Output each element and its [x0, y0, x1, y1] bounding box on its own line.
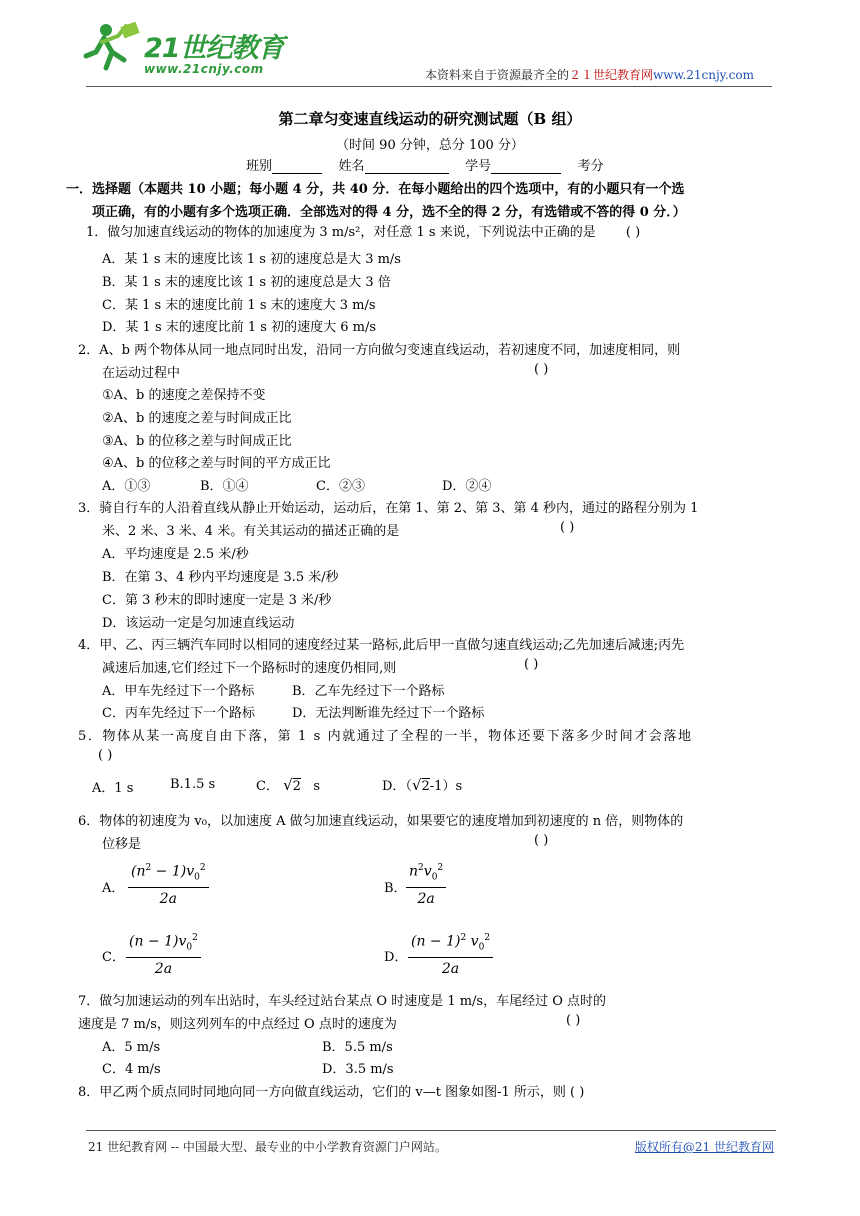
- page-title: 第二章匀变速直线运动的研究测试题（B 组）: [278, 110, 582, 128]
- q6-option-c-numerator: $(n - 1)v_0^2$: [126, 928, 201, 958]
- q6-option-a-formula: [128, 858, 209, 910]
- q6-option-c-label: C．: [102, 950, 125, 965]
- q5-option-d-radicand: 2: [421, 779, 430, 794]
- q6-option-d-numerator: $(n - 1)^2$ $v_0^2$: [408, 928, 493, 958]
- footer-copyright-link[interactable]: 版权所有@21 世纪教育网: [634, 1140, 774, 1154]
- section-line-1: 一．选择题（本题共 10 小题；每小题 4 分，共 40 分．在每小题给出的四个选项中，有的小题只有一个选: [66, 182, 685, 197]
- q4-option-b: B．乙车先经过下一个路标: [292, 684, 445, 699]
- q3-stem-line-1: 3．骑自行车的人沿着直线从静止开始运动，运动后，在第 1、第 2、第 3、第 4 秒内，通过的路程分别为 1: [78, 501, 699, 516]
- q2-option-b: B．①④: [200, 479, 249, 494]
- q7-option-c: C．4 m/s: [102, 1062, 161, 1077]
- q5-option-c-label: C．: [256, 779, 279, 794]
- q6-option-c-denominator: 2a: [154, 961, 173, 978]
- class-blank[interactable]: [272, 159, 322, 174]
- question-1: [86, 222, 640, 244]
- student-info-fields: [246, 155, 604, 174]
- q4-answer-paren[interactable]: ( ): [524, 657, 539, 672]
- class-label: 班别: [246, 159, 273, 174]
- q1-option-c: C．某 1 s 末的速度比前 1 s 末的速度大 3 m/s: [102, 298, 376, 313]
- q7-stem-line-1: 7．做匀加速运动的列车出站时，车头经过站台某点 O 时速度是 1 m/s，车尾经过 O 点时的: [78, 994, 607, 1009]
- q3-stem-line-2: 米、2 米、3 米、4 米。有关其运动的描述正确的是: [102, 524, 400, 539]
- name-blank[interactable]: [365, 159, 449, 174]
- score-label: 考分: [577, 159, 604, 174]
- header-note: [425, 66, 754, 83]
- q2-statement-2: ②A、b 的速度之差与时间成正比: [102, 411, 292, 426]
- q3-option-c: C．第 3 秒末的即时速度一定是 3 米/秒: [102, 593, 332, 608]
- section-heading: [66, 178, 786, 224]
- q6-option-b-label: B．: [384, 881, 407, 896]
- q1-option-a: A．某 1 s 末的速度比该 1 s 初的速度总是大 3 m/s: [102, 252, 401, 267]
- q6-option-a-denominator: 2a: [159, 891, 177, 908]
- logo-url-text: www.21cnjy.com: [144, 62, 264, 76]
- q5-option-a: A．1 s: [92, 781, 134, 796]
- q3-option-d: D．该运动一定是匀加速直线运动: [102, 616, 295, 631]
- site-logo[interactable]: [82, 22, 292, 82]
- q1-option-b: B．某 1 s 末的速度比该 1 s 初的速度总是大 3 倍: [102, 275, 391, 290]
- q5-answer-paren[interactable]: ( ): [98, 748, 113, 763]
- sqrt-icon: √: [283, 776, 293, 794]
- q4-option-c: C．丙车先经过下一个路标: [102, 706, 255, 721]
- q2-statement-4: ④A、b 的位移之差与时间的平方成正比: [102, 456, 331, 471]
- q1-answer-paren[interactable]: ( ): [625, 225, 641, 240]
- page-subtitle: （时间 90 分钟，总分 100 分）: [336, 138, 524, 153]
- q3-option-b: B．在第 3、4 秒内平均速度是 3.5 米/秒: [102, 570, 339, 585]
- q1-stem: 1．做匀加速直线运动的物体的加速度为 3 m/s²，对任意 1 s 来说，下列说法中正确的是: [86, 225, 596, 240]
- q5-option-c-unit: s: [313, 779, 321, 794]
- q6-stem-line-1: 6．物体的初速度为 v₀，以加速度 A 做匀加速直线运动，如果要它的速度增加到初速度的 n 倍，则物体的: [78, 814, 684, 829]
- q6-option-a-numerator: $(n^2 - 1)v_0^2$: [128, 858, 209, 888]
- q5-option-b: B.1.5 s: [170, 777, 216, 792]
- q2-answer-paren[interactable]: ( ): [534, 362, 549, 377]
- q3-option-a: A．平均速度是 2.5 米/秒: [102, 547, 249, 562]
- q5-option-c-radicand: 2: [292, 779, 301, 794]
- q6-option-b-denominator: 2a: [417, 891, 435, 908]
- logo-brand-text: 21世纪教育: [144, 33, 284, 64]
- q6-option-c-formula: [126, 928, 201, 980]
- footer-text: 21 世纪教育网 -- 中国最大型、最专业的中小学教育资源门户网站。: [88, 1140, 447, 1154]
- q7-option-d: D．3.5 m/s: [322, 1062, 394, 1077]
- sqrt-icon: √: [411, 776, 422, 794]
- q5-option-c: [256, 775, 320, 794]
- header-note-link[interactable]: www.21cnjy.com: [653, 68, 754, 82]
- q2-stem-line-2: 在运动过程中: [102, 366, 181, 381]
- header-note-prefix: 本资料来自于资源最齐全的: [425, 68, 570, 82]
- header-divider: [86, 86, 772, 87]
- q6-option-d-label: D．: [384, 950, 408, 965]
- q7-stem-line-2: 速度是 7 m/s，则这列列车的中点经过 O 点时的速度为: [78, 1017, 397, 1032]
- q6-option-a-label: A．: [102, 881, 125, 896]
- q4-option-d: D．无法判断谁先经过下一个路标: [292, 706, 485, 721]
- q4-option-a: A．甲车先经过下一个路标: [102, 684, 255, 699]
- q2-option-d: D．②④: [442, 479, 492, 494]
- q8-stem: 8．甲乙两个质点同时同地向同一方向做直线运动，它们的 v—t 图象如图-1 所示，则 ( ): [78, 1085, 585, 1100]
- q6-answer-paren[interactable]: ( ): [534, 833, 549, 848]
- name-label: 姓名: [338, 159, 365, 174]
- q5-option-d: [382, 775, 462, 794]
- q5-stem: 5．物体从某一高度自由下落，第 1 s 内就通过了全程的一半，物体还要下落多少时间才会落地: [78, 729, 693, 744]
- q6-option-d-formula: [408, 928, 493, 980]
- section-line-2: 项正确，有的小题有多个选项正确．全部选对的得 4 分，选不全的得 2 分，有选错或不答的得 0 分．）: [92, 205, 686, 220]
- q2-statement-1: ①A、b 的速度之差保持不变: [102, 388, 266, 403]
- q2-stem-line-1: 2．A、b 两个物体从同一地点同时出发，沿同一方向做匀变速直线运动，若初速度不同，加速度相同，则: [78, 343, 681, 358]
- q3-answer-paren[interactable]: ( ): [560, 520, 575, 535]
- footer-divider: [86, 1130, 776, 1131]
- q5-option-d-label: D．（: [382, 779, 412, 794]
- q6-option-d-denominator: 2a: [441, 961, 460, 978]
- id-label: 学号: [465, 159, 492, 174]
- runner-logo-icon: [82, 22, 144, 78]
- q5-option-d-rest: -1）s: [429, 779, 463, 794]
- q7-option-a: A．5 m/s: [102, 1040, 161, 1055]
- q1-option-d: D．某 1 s 末的速度比前 1 s 初的速度大 6 m/s: [102, 320, 377, 335]
- q7-answer-paren[interactable]: ( ): [566, 1013, 581, 1028]
- q7-option-b: B．5.5 m/s: [322, 1040, 393, 1055]
- q6-stem-line-2: 位移是: [102, 837, 142, 852]
- q4-stem-line-2: 减速后加速,它们经过下一个路标时的速度仍相同,则: [102, 661, 397, 676]
- header-note-site: ２１世纪教育网: [569, 68, 654, 82]
- q2-option-a: A．①③: [102, 479, 151, 494]
- q2-option-c: C．②③: [316, 479, 365, 494]
- id-blank[interactable]: [491, 159, 561, 174]
- q2-statement-3: ③A、b 的位移之差与时间成正比: [102, 434, 292, 449]
- q6-option-b-numerator: $n^2v_0^2$: [406, 858, 446, 888]
- q4-stem-line-1: 4．甲、乙、丙三辆汽车同时以相同的速度经过某一路标,此后甲一直做匀速直线运动;乙先加速后减速;丙先: [78, 638, 685, 653]
- q6-option-b-formula: [406, 858, 446, 910]
